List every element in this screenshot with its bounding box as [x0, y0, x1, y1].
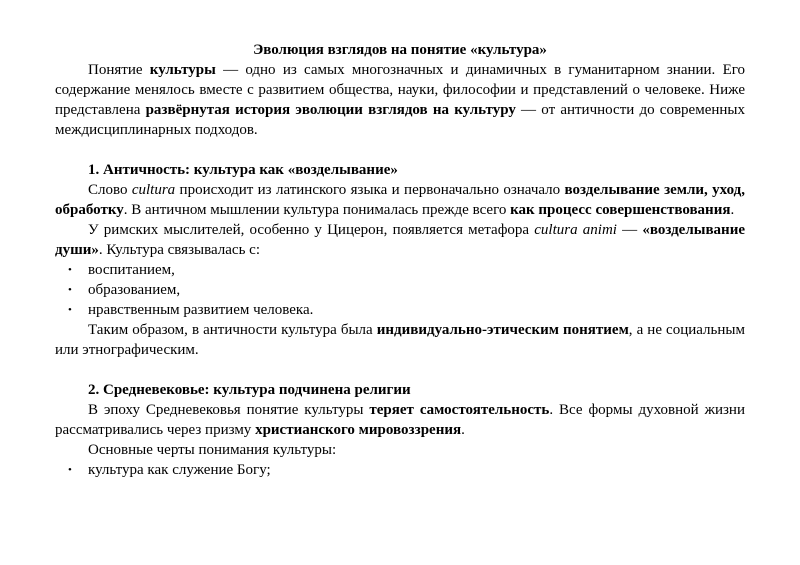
list-item — [55, 300, 745, 320]
bold-run: развёрнутая история эволюции взглядов на культуру — [145, 102, 516, 118]
bold-run: как процесс совершенствования — [510, 202, 731, 218]
text-run: В эпоху Средневековья понятие культуры — [88, 402, 370, 418]
text-run: У римских мыслителей, особенно у Цицерон, появляется метафора — [88, 222, 535, 238]
text-run: происходит из латинского языка и первоначально означало — [175, 182, 565, 198]
section-1-paragraph-1 — [55, 180, 745, 220]
text-run: . В античном мышлении культура понималась прежде всего — [123, 202, 511, 218]
section-2-paragraph-2: Основные черты понимания культуры: — [88, 442, 337, 458]
section-2-paragraph-1 — [55, 400, 745, 440]
text-run: . Все формы духовной жизни рассматривались через призму — [55, 402, 745, 438]
text-run: , а не социальным или этнографическим. — [55, 322, 745, 358]
section-2-heading: 2. Средневековье: культура подчинена религии — [88, 382, 411, 398]
bold-run: «возделывание души» — [55, 222, 745, 258]
list-item — [55, 460, 745, 480]
text-run: — от античности до современных междисциплинарных подходов. — [55, 102, 745, 138]
bold-run: индивидуально-этическим понятием — [376, 322, 629, 338]
text-run: — — [616, 222, 643, 238]
text-run: . — [461, 422, 465, 438]
list-item-text: культура как служение Богу; — [88, 462, 271, 478]
list-item — [55, 280, 745, 300]
bold-run: христианского мировоззрения — [255, 422, 462, 438]
text-run: . Культура связывалась с: — [98, 242, 260, 258]
bullet-icon: • — [68, 304, 72, 316]
text-run: — одно из самых многозначных и динамичных в гуманитарном знании. Его содержание менялось вместе с развитием общества, науки, философии и представлений о человеке. Ниже представлена — [55, 62, 746, 118]
bold-run: культуры — [149, 62, 216, 78]
section-1-paragraph-3 — [55, 320, 745, 360]
italic-run: cultura — [131, 182, 176, 198]
list-item-text: воспитанием, — [88, 262, 175, 278]
intro-paragraph — [55, 60, 745, 140]
document-body — [55, 40, 745, 480]
bullet-icon: • — [68, 284, 72, 296]
bullet-icon: • — [68, 464, 72, 476]
list-item — [55, 260, 745, 280]
bold-run: теряет самостоятельность — [369, 402, 550, 418]
document-title: Эволюция взглядов на понятие «культура» — [253, 42, 547, 58]
text-run: Понятие — [88, 62, 150, 78]
section-1-paragraph-2 — [55, 220, 745, 260]
section-1-bullet-list — [55, 260, 745, 320]
text-run: . — [730, 202, 735, 218]
text-run: Слово — [88, 182, 132, 198]
section-2-bullet-list — [55, 460, 745, 480]
bold-run: возделывание земли, уход, обработку — [55, 182, 745, 218]
list-item-text: образованием, — [88, 282, 181, 298]
text-run: Таким образом, в античности культура была — [88, 322, 377, 338]
section-1-heading: 1. Античность: культура как «возделывание» — [88, 162, 398, 178]
bullet-icon: • — [68, 264, 72, 276]
italic-run: cultura animi — [534, 222, 617, 238]
list-item-text: нравственным развитием человека. — [88, 302, 314, 318]
